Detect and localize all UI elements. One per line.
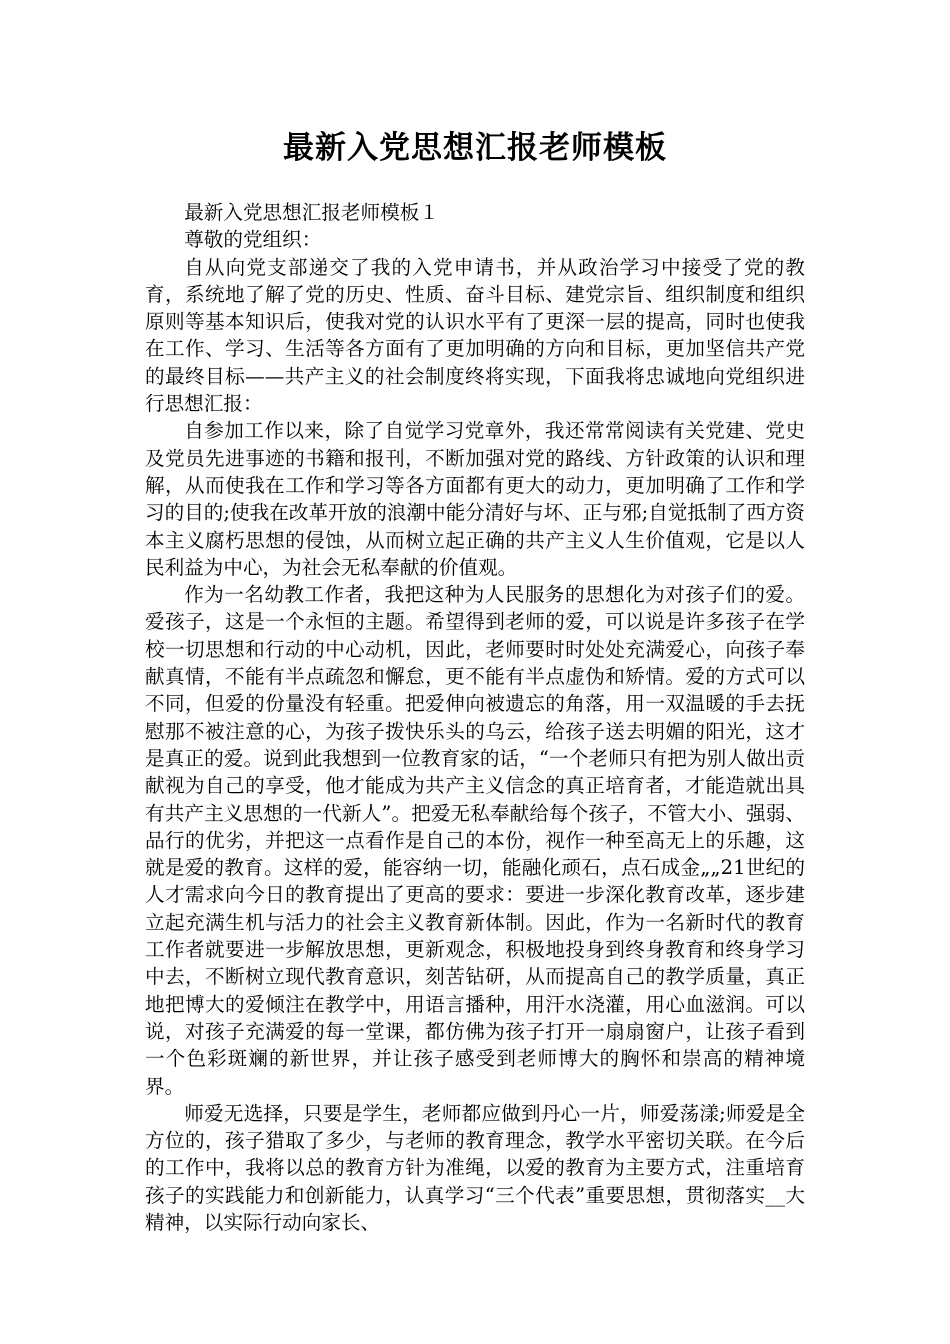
paragraph: 自参加工作以来，除了自觉学习党章外，我还常常阅读有关党建、党史及党员先进事迹的书籍和报刊，不断加强对党的路线、方针政策的认识和理解，从而使我在工作和学习等各方面都有更大的动力，更加明确了工作和学习的目的;使我在改革开放的浪潮中能分清好与坏、正与邪;自觉抵制了西方资本主义腐朽思想的侵蚀，从而树立起正确的共产主义人生价值观，它是以人民利益为中心，为社会无私奉献的价值观。 [145,419,805,579]
paragraph: 作为一名幼教工作者，我把这种为人民服务的思想化为对孩子们的爱。爱孩子，这是一个永恒的主题。希望得到老师的爱，可以说是许多孩子在学校一切思想和行动的中心动机，因此，老师要时时处处充满爱心，向孩子奉献真情，不能有半点疏忽和懈怠，更不能有半点虚伪和矫情。爱的方式可以不同，但爱的份量没有轻重。把爱伸向被遗忘的角落，用一双温暖的手去抚慰那不被注意的心，为孩子拨快乐头的乌云，给孩子送去明媚的阳光，这才是真正的爱。说到此我想到一位教育家的话，“一个老师只有把为别人做出贡献视为自己的享受，他才能成为共产主义信念的真正培育者，才能造就出具有共产主义思想的一代新人”。把爱无私奉献给每个孩子，不管大小、强弱、品行的优劣，并把这一点看作是自己的本份，视作一种至高无上的乐趣，这就是爱的教育。这样的爱，能容纳一切，能融化顽石，点石成金„„21世纪的人才需求向今日的教育提出了更高的要求：要进一步深化教育改革，逐步建立起充满生机与活力的社会主义教育新体制。因此，作为一名新时代的教育工作者就要进一步解放思想，更新观念，积极地投身到终身教育和终身学习中去，不断树立现代教育意识，刻苦钻研，从而提高自己的教学质量，真正地把博大的爱倾注在教学中，用语言播种，用汗水浇灌，用心血滋润。可以说，对孩子充满爱的每一堂课，都仿佛为孩子打开一扇扇窗户，让孩子看到一个色彩斑斓的新世界，并让孩子感受到老师博大的胸怀和崇高的精神境界。 [145,583,805,1098]
paragraph: 师爱无选择，只要是学生，老师都应做到丹心一片，师爱荡漾;师爱是全方位的，孩子猎取了多少，与老师的教育理念，教学水平密切关联。在今后的工作中，我将以总的教育方针为准绳，以爱的教育为主要方式，注重培育孩子的实践能力和创新能力，认真学习“三个代表”重要思想，贯彻落实__大精神，以实际行动向家长、 [145,1101,805,1234]
salutation: 尊敬的党组织： [184,228,322,252]
document-body [145,199,805,1236]
document-title: 最新入党思想汇报老师模板 [283,130,667,166]
paragraph: 自从向党支部递交了我的入党申请书，并从政治学习中接受了党的教育，系统地了解了党的历史、性质、奋斗目标、建党宗旨、组织制度和组织原则等基本知识后，使我对党的认识水平有了更深一层的提高，同时也使我在工作、学习、生活等各方面有了更加明确的方向和目标，更加坚信共产党的最终目标——共产主义的社会制度终将实现，下面我将忠诚地向党组织进行思想汇报： [145,255,805,416]
document-subtitle: 最新入党思想汇报老师模板１ [184,201,439,224]
